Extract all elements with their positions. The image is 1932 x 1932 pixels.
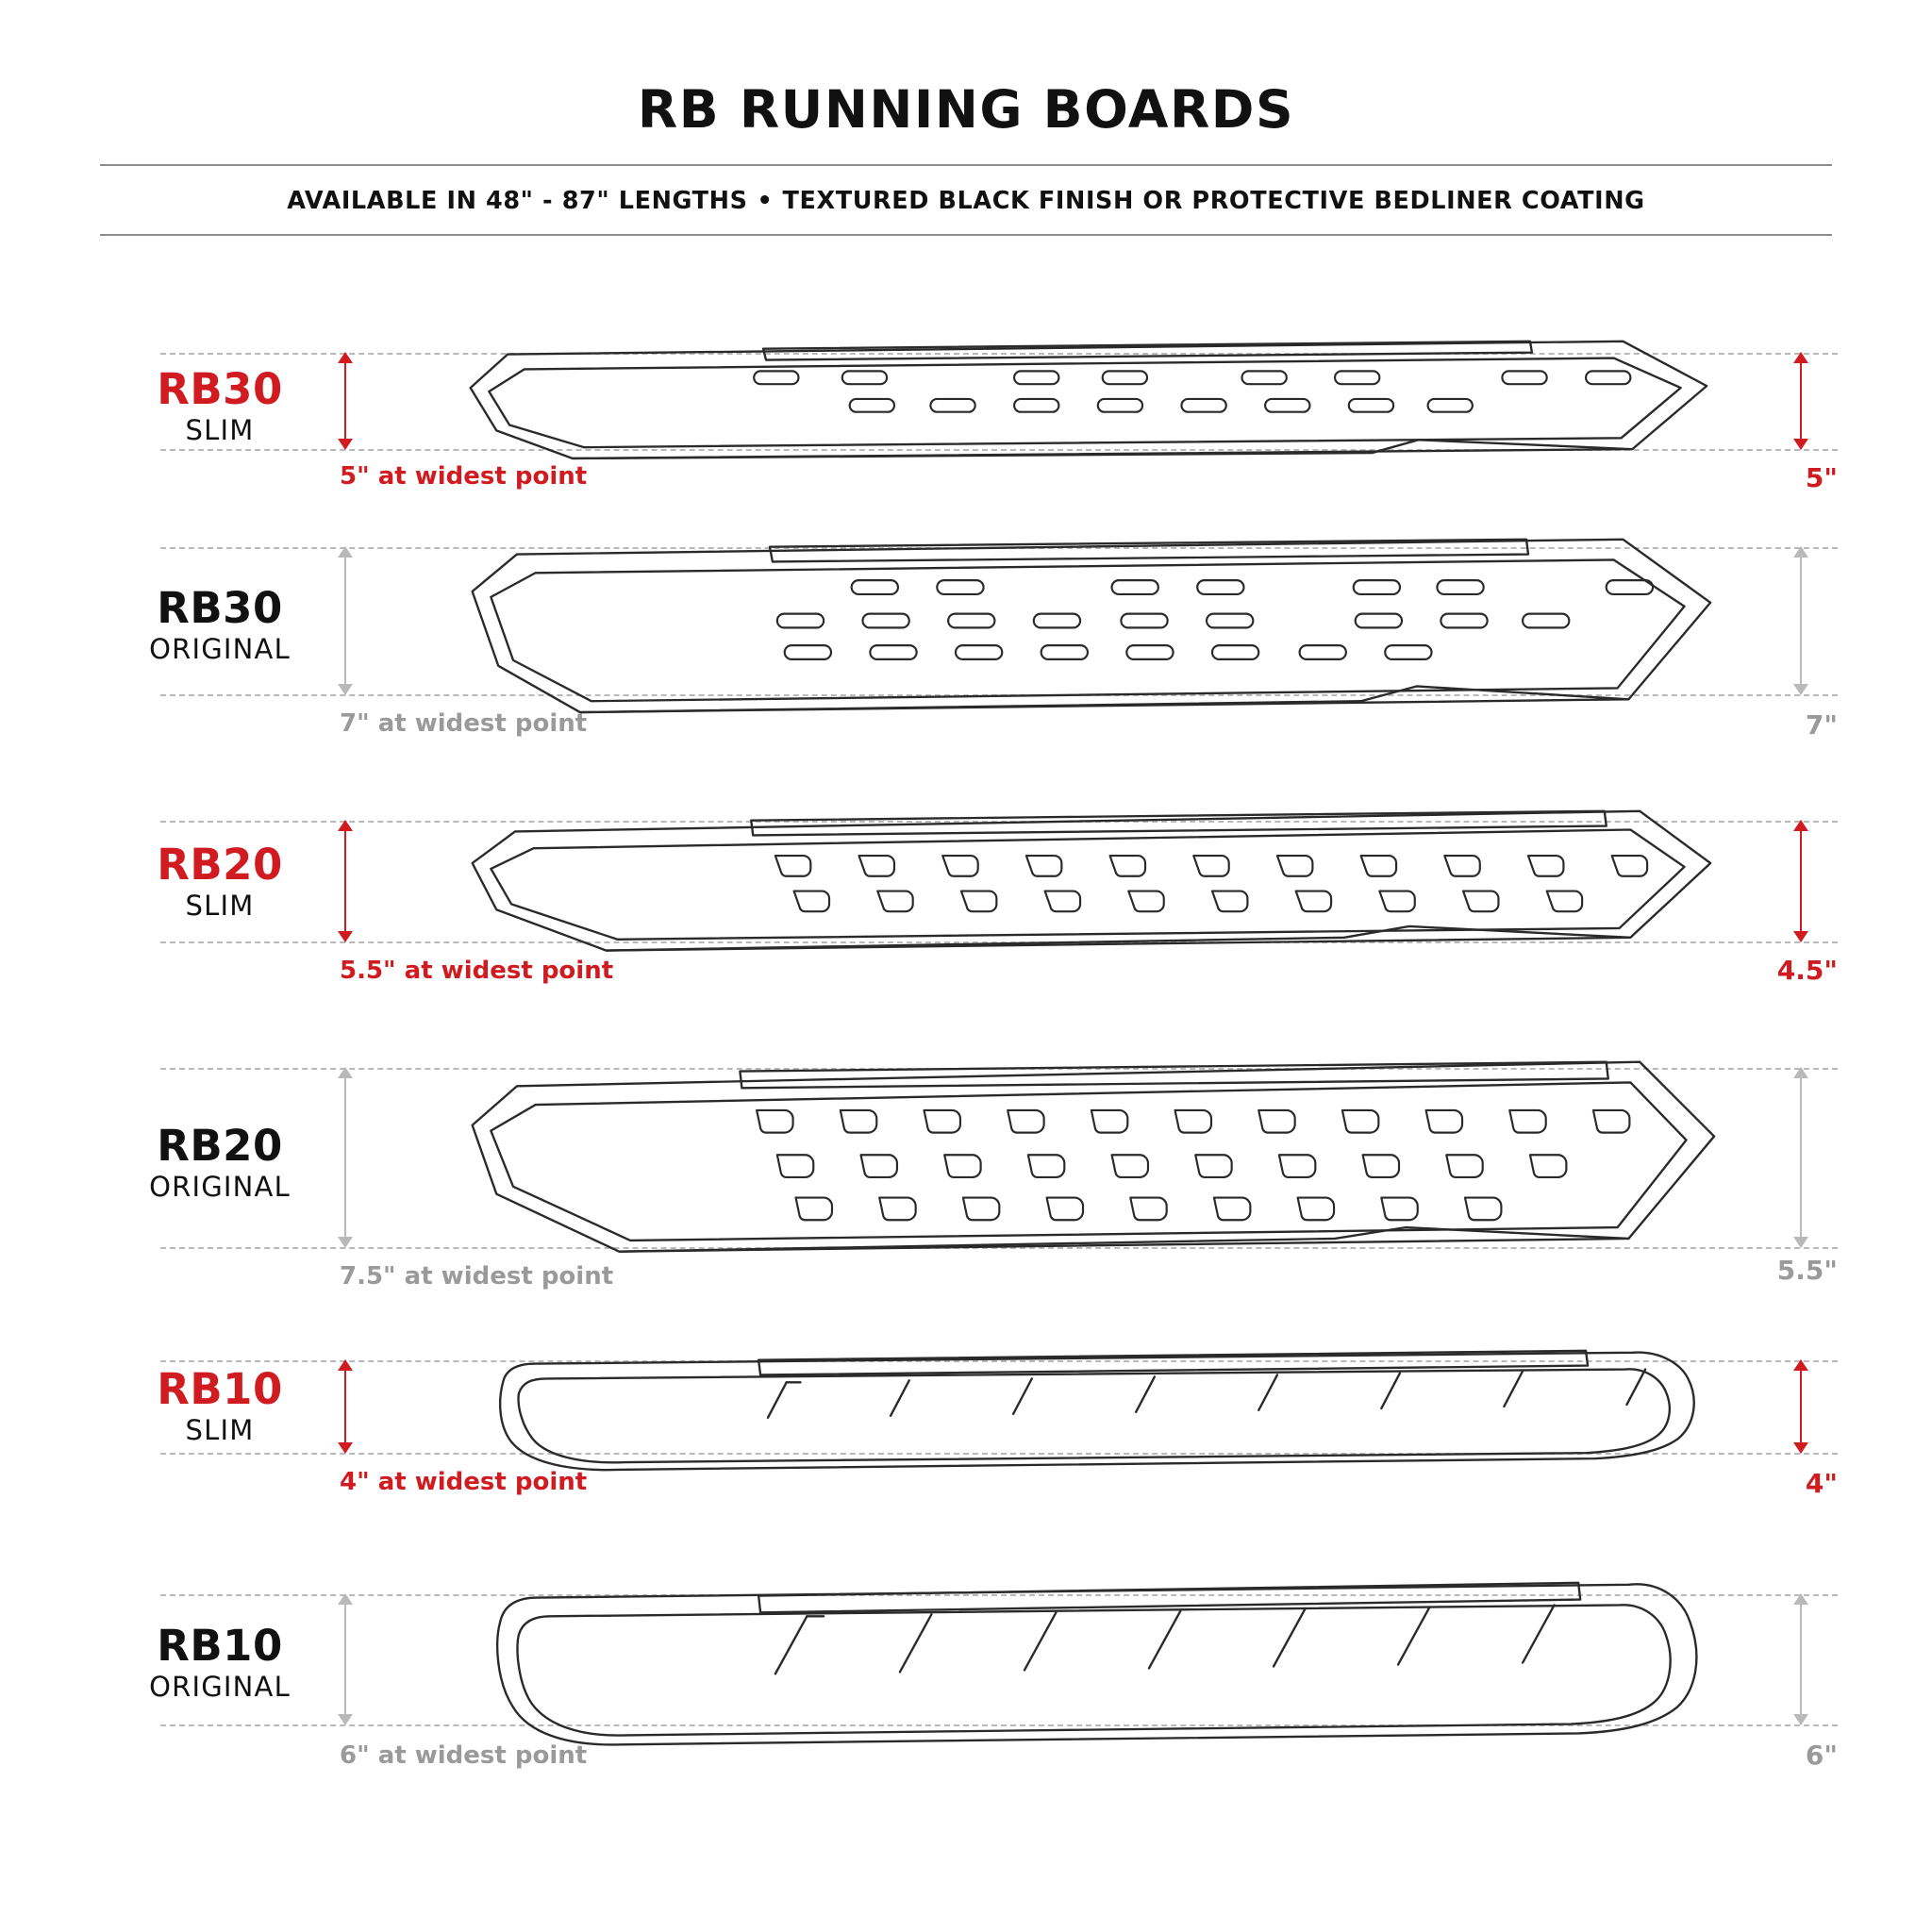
model-name: RB10 — [157, 1364, 283, 1414]
width-measure-arrow — [344, 353, 346, 449]
model-variant: ORIGINAL — [149, 633, 291, 665]
label-rb30-original — [111, 583, 328, 665]
width-caption: 7.5" at widest point — [340, 1262, 614, 1291]
width-caption: 4" at widest point — [340, 1468, 588, 1496]
board-illustration-rb20-slim — [387, 798, 1781, 965]
board-illustration-rb10-original — [387, 1572, 1781, 1748]
height-measure-arrow — [1800, 1068, 1802, 1247]
height-measure-arrow — [1800, 547, 1802, 694]
model-name: RB10 — [157, 1621, 283, 1671]
board-illustration-rb30-slim — [387, 330, 1781, 470]
height-caption: 4.5" — [1776, 955, 1838, 986]
product-row-rb10-original — [57, 1557, 1875, 1811]
product-row-rb20-slim — [57, 783, 1875, 1038]
product-rows — [57, 274, 1875, 1811]
height-caption: 6" — [1805, 1740, 1838, 1771]
height-caption: 5" — [1805, 462, 1838, 493]
height-measure-arrow — [1800, 821, 1802, 941]
width-measure-arrow — [344, 821, 346, 941]
label-rb30-slim — [111, 364, 328, 446]
width-measure-arrow — [344, 1068, 346, 1247]
subtitle-separator: • — [757, 187, 774, 215]
width-caption: 7" at widest point — [340, 709, 588, 738]
label-rb20-slim — [111, 840, 328, 922]
page-title: RB RUNNING BOARDS — [637, 79, 1295, 140]
height-measure-arrow — [1800, 353, 1802, 449]
subtitle-divider — [100, 234, 1832, 236]
height-caption: 4" — [1805, 1468, 1838, 1499]
board-illustration-rb20-original — [387, 1045, 1781, 1268]
width-measure-arrow — [344, 1360, 346, 1453]
subtitle-lengths: AVAILABLE IN 48" - 87" LENGTHS — [287, 187, 748, 215]
width-caption: 5.5" at widest point — [340, 957, 614, 985]
width-caption: 5" at widest point — [340, 462, 588, 491]
label-rb10-slim — [111, 1364, 328, 1446]
model-name: RB30 — [157, 364, 283, 414]
height-measure-arrow — [1800, 1360, 1802, 1453]
product-row-rb10-slim — [57, 1321, 1875, 1557]
width-caption: 6" at widest point — [340, 1741, 588, 1770]
board-illustration-rb30-original — [387, 526, 1781, 722]
model-variant: SLIM — [185, 414, 255, 446]
width-measure-arrow — [344, 547, 346, 694]
product-row-rb30-slim — [57, 274, 1875, 509]
model-variant: SLIM — [185, 890, 255, 922]
model-name: RB30 — [157, 583, 283, 633]
board-illustration-rb10-slim — [387, 1340, 1781, 1479]
label-rb10-original — [111, 1621, 328, 1703]
height-measure-arrow — [1800, 1594, 1802, 1724]
width-measure-arrow — [344, 1594, 346, 1724]
product-row-rb30-original — [57, 509, 1875, 783]
height-caption: 7" — [1805, 709, 1838, 741]
label-rb20-original — [111, 1121, 328, 1203]
product-row-rb20-original — [57, 1038, 1875, 1321]
height-caption: 5.5" — [1776, 1255, 1838, 1286]
model-variant: ORIGINAL — [149, 1671, 291, 1703]
model-variant: SLIM — [185, 1414, 255, 1446]
model-variant: ORIGINAL — [149, 1171, 291, 1203]
model-name: RB20 — [157, 1121, 283, 1171]
page-subtitle — [57, 166, 1875, 215]
subtitle-finish: TEXTURED BLACK FINISH OR PROTECTIVE BEDLINER COATING — [782, 187, 1645, 215]
model-name: RB20 — [157, 840, 283, 890]
